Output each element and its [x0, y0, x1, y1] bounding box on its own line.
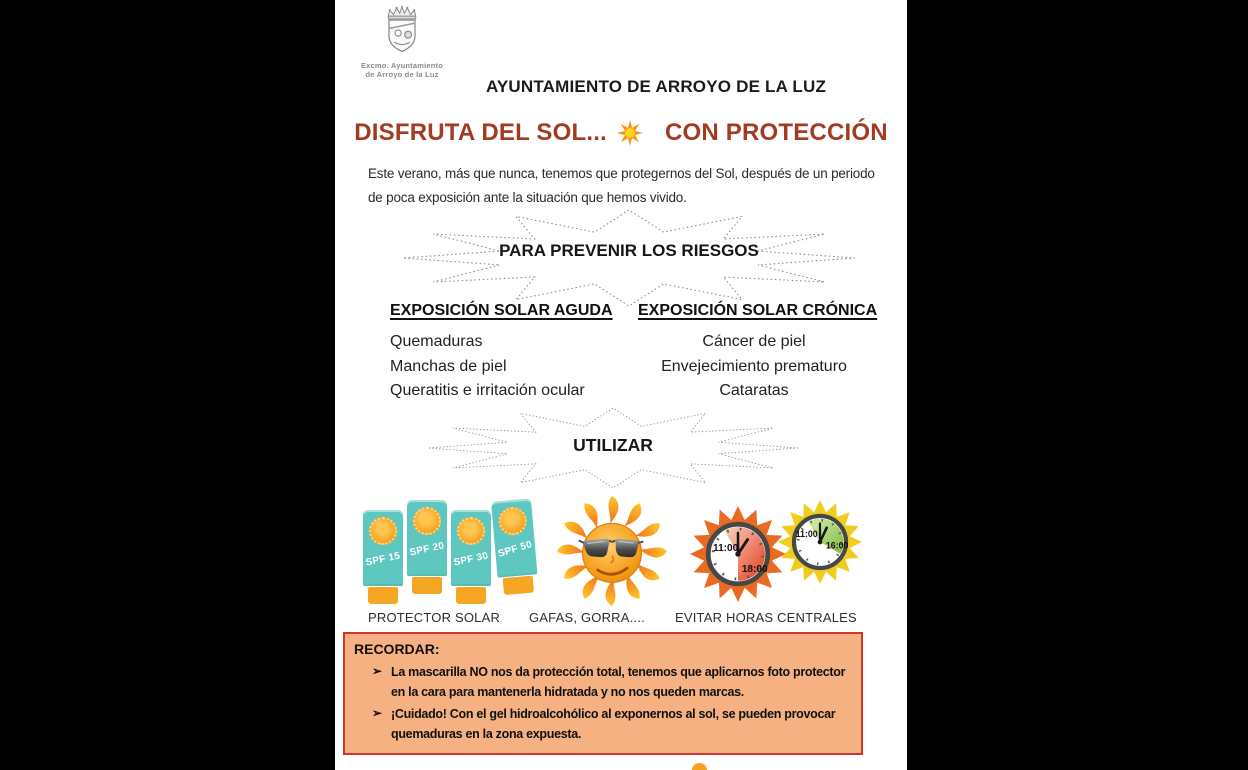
reminder-bullet1-line2: en la cara para mantenerla hidratada y no nos queden marcas. — [391, 684, 744, 699]
reminder-bullet — [372, 705, 861, 744]
reminder-title: RECORDAR: — [354, 641, 440, 657]
utilizar-burst-label: UTILIZAR — [573, 435, 653, 455]
sun-icon — [369, 517, 397, 545]
caption-protector-solar: PROTECTOR SOLAR — [368, 610, 501, 625]
sunscreen-tubes-icon — [363, 500, 535, 604]
sunscreen-tube-icon — [407, 500, 447, 594]
spf-label: SPF 30 — [452, 550, 490, 569]
sun-icon — [457, 517, 485, 545]
intro-line1: Este verano, más que nunca, tenemos que protegernos del Sol, después de un periodo — [368, 166, 875, 181]
avoid-hours-icons — [690, 500, 870, 610]
main-title-part1: DISFRUTA DEL SOL... — [354, 119, 607, 146]
tube-cap — [368, 587, 398, 604]
logo-caption-line1: Excmo. Ayuntamiento — [360, 61, 443, 70]
letterbox-right — [907, 0, 1248, 770]
prevent-burst-label: PARA PREVENIR LOS RIESGOS — [499, 241, 759, 260]
chronic-heading: EXPOSICIÓN SOLAR CRÓNICA — [638, 302, 878, 319]
sunscreen-tube-icon — [363, 510, 403, 604]
spf-label: SPF 15 — [364, 550, 402, 569]
clock-green-end-time: 16:00 — [825, 540, 849, 551]
caption-gafas-gorra: GAFAS, GORRA.... — [529, 610, 645, 625]
sun-icon — [617, 120, 643, 146]
letterbox-left — [0, 0, 335, 770]
sun-icon — [498, 506, 528, 536]
sun-icon — [413, 507, 441, 535]
sunscreen-tube-icon — [451, 510, 491, 604]
clock-sun-red-icon — [690, 506, 786, 602]
arrow-bullet-icon: ➢ — [372, 664, 383, 678]
reminder-bullet2-line2: quemaduras en la zona expuesta. — [391, 726, 582, 741]
crest-icon — [379, 4, 425, 56]
prevent-burst — [403, 210, 855, 306]
clock-sun-green-icon — [778, 500, 862, 584]
main-title-part2: CON PROTECCIÓN — [664, 119, 888, 146]
chronic-exposure-column — [638, 302, 878, 404]
acute-item: Quemaduras — [390, 333, 483, 350]
acute-item: Queratitis e irritación ocular — [390, 382, 585, 399]
reminder-bullet2-line1: ¡Cuidado! Con el gel hidroalcohólico al exponernos al sol, se pueden provocar — [391, 707, 836, 721]
chronic-item: Cáncer de piel — [702, 333, 806, 350]
reminder-bullet — [372, 663, 861, 702]
arrow-bullet-icon: ➢ — [372, 706, 383, 720]
clock-green-start-time: 11:00 — [795, 528, 818, 539]
reminder-bullet1-line1: La mascarilla NO nos da protección total, tenemos que aplicarnos foto protector — [391, 665, 846, 679]
clock-red-end-time: 18:00 — [741, 564, 768, 576]
sunscreen-tube-icon — [491, 498, 539, 595]
utilizar-burst — [428, 408, 798, 488]
flyer-page — [335, 0, 907, 770]
caption-evitar-horas: EVITAR HORAS CENTRALES — [675, 610, 857, 625]
main-title — [335, 119, 907, 147]
tube-cap — [503, 576, 534, 596]
tube-cap — [412, 577, 442, 594]
acute-item: Manchas de piel — [390, 357, 507, 375]
spf-label: SPF 50 — [496, 539, 534, 560]
tube-cap — [456, 587, 486, 604]
document-header: AYUNTAMIENTO DE ARROYO DE LA LUZ — [485, 77, 827, 96]
chronic-item: Cataratas — [719, 382, 789, 399]
acute-heading: EXPOSICIÓN SOLAR AGUDA — [390, 302, 613, 319]
intro-paragraph — [368, 162, 875, 210]
spf-label: SPF 20 — [408, 540, 446, 559]
intro-line2: de poca exposición ante la situación que hemos vivido. — [368, 190, 687, 205]
town-crest-logo — [349, 4, 455, 79]
sun-sunglasses-icon — [555, 494, 669, 608]
chronic-item: Envejecimiento prematuro — [661, 357, 847, 375]
acute-exposure-column — [390, 302, 613, 404]
logo-caption-line2: de Arroyo de la Luz — [365, 70, 439, 79]
clock-red-start-time: 11:00 — [713, 543, 739, 555]
cropped-sun-fragment — [692, 763, 707, 770]
reminder-box — [343, 632, 863, 755]
